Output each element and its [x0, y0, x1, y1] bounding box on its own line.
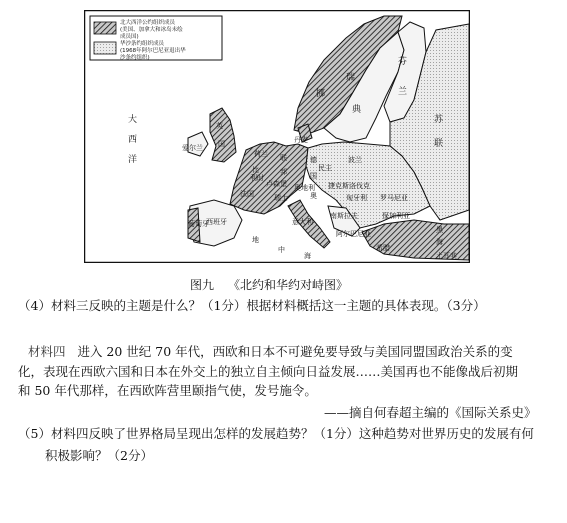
map-label: 海	[436, 238, 443, 246]
map-label: 卢森堡	[266, 180, 287, 188]
warsaw-legend-swatch	[94, 42, 116, 54]
map-label: 意大利	[292, 218, 313, 226]
map-label: 丹麦	[294, 136, 308, 144]
map-label: 苏	[434, 115, 444, 125]
map-label: 利时	[250, 174, 264, 182]
map-label: 葡萄牙	[188, 220, 209, 228]
map-label: 奥地利	[294, 184, 315, 192]
map-label: 挪	[316, 89, 326, 99]
map-label: 土耳其	[436, 252, 457, 260]
map-label: 德	[310, 156, 317, 164]
map-label: 保加利亚	[382, 212, 410, 220]
map-label: 洋	[128, 155, 138, 165]
material-4-line2: 化，表现在西欧六国和日本在外交上的独立自主倾向日益发展……美国再也不能像战后初期	[18, 364, 519, 379]
material-4-source: ——摘自何春超主编的《国际关系史》	[324, 405, 537, 420]
map-label: 罗马尼亚	[380, 194, 408, 202]
map-label: 阿尔巴尼亚	[336, 230, 371, 238]
map-label: 瑞	[346, 73, 356, 83]
figure-number: 图九	[190, 278, 215, 292]
figure-caption	[190, 276, 348, 293]
map-label: 西班牙	[206, 218, 227, 226]
map-label: 捷克斯洛伐克	[328, 182, 370, 190]
map-label: 中	[278, 246, 285, 254]
legend-warsaw-line1: 华沙条约组织成员	[120, 41, 165, 47]
map-label: 英	[216, 122, 223, 130]
map-label: 匈牙利	[346, 194, 367, 202]
material-4-text1: 进入 20 世纪 70 年代，西欧和日本不可避免要导致与美国同盟国政治关系的变	[77, 344, 513, 359]
map-label: 南斯拉夫	[330, 212, 358, 220]
material-4-label: 材料四	[28, 344, 66, 359]
map-label: 地	[252, 236, 259, 244]
map-label: 西	[128, 135, 138, 145]
question-5-line1: （5）材料四反映了世界格局呈现出怎样的发展趋势？（1分）这种趋势对世界历史的发展有何	[18, 426, 534, 441]
map-label: 奥	[310, 192, 317, 200]
map-label: 比	[252, 166, 259, 174]
map-label: 希腊	[376, 244, 390, 252]
map-label: 国	[310, 172, 317, 180]
map-label: 法国	[240, 190, 254, 198]
map-label: 联	[434, 139, 444, 149]
map-label: 联	[280, 154, 287, 162]
legend-warsaw-line3: 沙条约组织)	[120, 55, 150, 61]
map-label: 爱尔兰	[182, 144, 203, 152]
map-label: 典	[352, 105, 362, 115]
material-4-line1	[28, 342, 513, 360]
figure-title: 《北约和华约对峙图》	[228, 278, 349, 292]
material-4-line3: 和 50 年代那样，在西欧阵营里颐指气使，发号施令。	[18, 383, 317, 398]
question-5-line2: 积极影响？（2分）	[45, 448, 153, 463]
map-label: 黑	[436, 226, 443, 234]
map-label: 邦	[280, 168, 287, 176]
map-label: 波兰	[348, 156, 362, 164]
legend-nato-line3: 成员国)	[120, 34, 139, 40]
map-label: 民主	[318, 164, 332, 172]
map-label: 海	[304, 252, 311, 260]
map-label: 兰	[398, 87, 408, 97]
legend-warsaw-line2: (1968年阿尔巴尼亚退出华	[120, 48, 186, 54]
legend-nato-line2: (美国、加拿大和冰岛未绘	[120, 27, 183, 33]
map-label: 瑞士	[274, 194, 288, 202]
question-4: （4）材料三反映的主题是什么？（1分）根据材料概括这一主题的具体表现。（3分）	[18, 298, 486, 313]
map-label: 芬	[398, 57, 408, 67]
nato-legend-swatch	[94, 22, 116, 34]
map-label: 荷兰	[254, 150, 268, 158]
europe-map	[84, 10, 470, 263]
legend-nato-line1: 北大西洋公约组织成员	[120, 20, 176, 26]
map-label: 大	[128, 115, 138, 125]
map-label: 国	[218, 140, 225, 148]
